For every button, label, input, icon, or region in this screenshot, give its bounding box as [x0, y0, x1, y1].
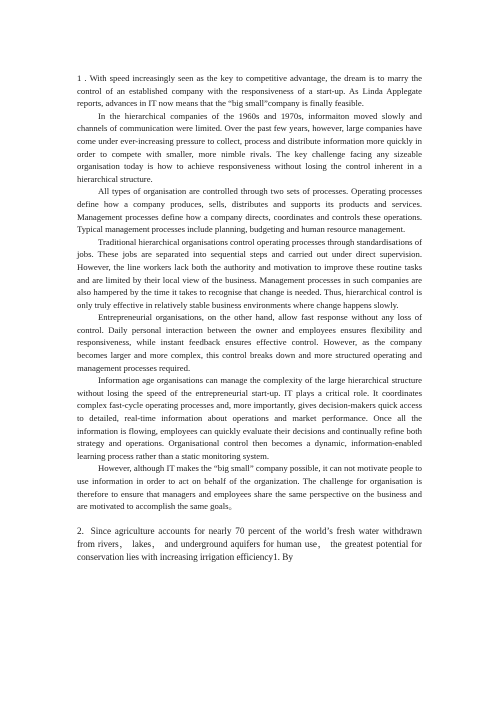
item1-paragraph-2: In the hierarchical companies of the 1960s and 1970s, informaiton moved slowly and channels of communication were limited. Over the past few years, however, large companies have come under ever-increasing pressure to collect, process and distribute information more quickly in order to compete with smaller, more nimble rivals. The key challenge facing any sizeable organisation today is how to achieve responsiveness without losing the control inherent in a hierarchical structure.: [77, 110, 422, 184]
item1-paragraph-3: All types of organisation are controlled through two sets of processes. Operating processes define how a company produces, sells, distributes and supports its products and services. Management processes define how a company directs, coordinates and controls these operations. Typical management processes include planning, budgeting and human resource management.: [77, 186, 422, 235]
item2-number: 2.: [77, 526, 84, 537]
document-body: [77, 72, 422, 563]
item1-paragraph-1: With speed increasingly seen as the key to competitive advantage, the dream is to marry the control of an established company with the responsiveness of a start-up. As Linda Applegate reports, advances in IT now means that the “big small”company is finally feasible.: [77, 73, 422, 109]
item1-paragraph-4: Traditional hierarchical organisations control operating processes through standardisations of jobs. These jobs are separated into sequential steps and carried out under direct supervision. However, the line workers lack both the authority and motivation to improve these routine tasks and are limited by their local view of the business. Management processes in such companies are also hampered by the time it takes to recognise that change is needed. Thus, hierarchical control is only truly effective in relatively stable business environments where change happens slowly.: [77, 236, 422, 310]
item1-paragraph-7: However, although IT makes the “big small” company possible, it can not motivate people to use information in order to act on behalf of the organization. The challenge for organisation is therefore to ensure that managers and employees share the same perspective on the business and are motivated to accomplish the same goals。: [77, 463, 422, 512]
item2-paragraph: [77, 525, 422, 563]
item1-paragraph-6: Information age organisations can manage the complexity of the large hierarchical structure without losing the speed of the entrepreneurial start-up. IT plays a critical role. It coordinates complex fast-cycle operating processes and, more importantly, gives decision-makers quick access to detailed, real-time information about operations and market performance. Once all the information is flowing, employees can quickly evaluate their decisions and continually refine both strategy and operations. Organisational control then becomes a dynamic, information-enabled learning process rather than a static monitoring system.: [77, 375, 422, 461]
item1-number: 1 .: [77, 73, 87, 83]
item2-text: Since agriculture accounts for nearly 70 percent of the world’s fresh water withdrawn from rivers， lakes， and underground aquifers for human use， the greatest potential for conservation lies with increasing irrigation efficiency1. By: [77, 526, 423, 562]
item1-intro-paragraph: [77, 72, 422, 110]
item1-paragraph-5: Entrepreneurial organisations, on the other hand, allow fast response without any loss of control. Daily personal interaction between the owner and employees ensures flexibility and responsiveness, while instant feedback ensures effective control. However, as the company becomes larger and more complex, this control breaks down and more structured operating and management processes required.: [77, 312, 422, 373]
